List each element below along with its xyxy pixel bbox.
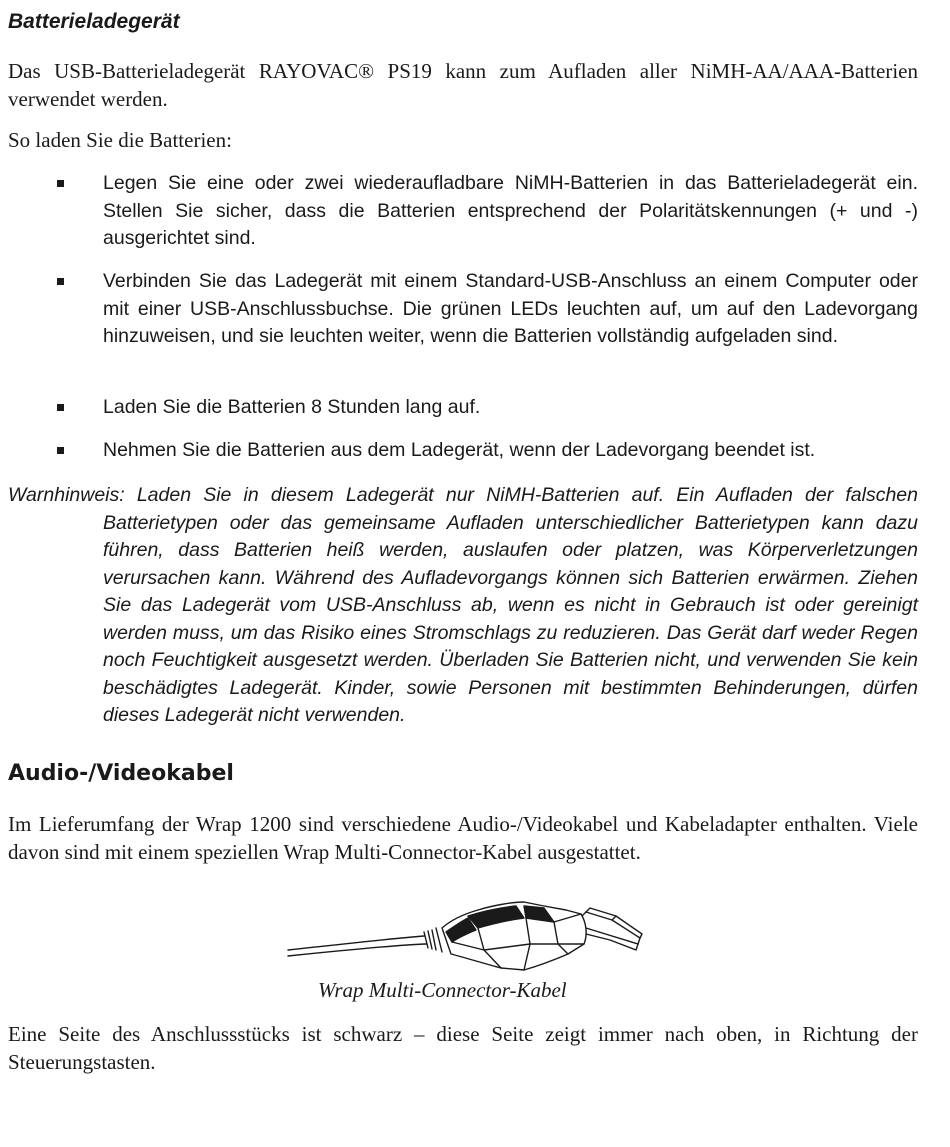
bullet-square-icon — [57, 180, 64, 187]
bullet-square-icon — [57, 278, 64, 285]
charging-step-text: Legen Sie eine oder zwei wiederaufladbare NiMH-Batterien in das Batterieladegerät ein. Stellen Sie sicher, dass die Batterien entsprechend der Polaritätskennungen (+ und -) ausgerichtet sind. — [103, 172, 918, 249]
battery-charger-heading: Batterieladegerät — [8, 10, 180, 33]
charging-step-text: Laden Sie die Batterien 8 Stunden lang auf. — [103, 396, 481, 418]
charging-step — [103, 437, 918, 465]
howto-paragraph: So laden Sie die Batterien: — [8, 128, 232, 152]
bullet-square-icon — [57, 404, 64, 411]
multi-connector-cable-illustration — [286, 888, 646, 978]
charging-step — [103, 268, 918, 351]
battery-intro-paragraph: Das USB-Batterieladegerät RAYOVAC® PS19 kann zum Aufladen aller NiMH-AA/AAA-Batterien verwendet werden. — [8, 59, 918, 111]
charging-step — [103, 394, 918, 422]
charging-step-text: Verbinden Sie das Ladegerät mit einem Standard-USB-Anschluss an einem Computer oder mit einer USB-Anschlussbuchse. Die grünen LEDs leuchten auf, um auf den Ladevorgang hinzuweisen, und sie leuchten weiter, wenn die Batterien vollständig aufgeladen sind. — [103, 270, 918, 347]
audio-video-paragraph: Im Lieferumfang der Wrap 1200 sind verschiedene Audio-/Videokabel und Kabeladapter enthalten. Viele davon sind mit einem speziellen Wrap Multi-Connector-Kabel ausgestattet. — [8, 812, 918, 864]
audio-video-cable-heading: Audio-/Videokabel — [8, 761, 234, 786]
figure-caption: Wrap Multi-Connector-Kabel — [318, 978, 567, 1002]
closing-paragraph: Eine Seite des Anschlussstücks ist schwarz – diese Seite zeigt immer nach oben, in Richtung der Steuerungstasten. — [8, 1022, 918, 1074]
bullet-square-icon — [57, 447, 64, 454]
warning-paragraph: Warnhinweis: Laden Sie in diesem Ladegerät nur NiMH-Batterien auf. Ein Aufladen der falschen Batterietypen oder das gemeinsame Aufladen unterschiedlicher Batterietypen kann dazu führen, dass Batterien heiß werden, auslaufen oder platzen, was Körperverletzungen verursachen kann. Während des Aufladevorgangs können sich Batterien erwärmen. Ziehen Sie das Ladegerät vom USB-Anschluss ab, wenn es nicht in Gebrauch ist oder gereinigt werden muss, um das Risiko eines Stromschlags zu reduzieren. Das Gerät darf weder Regen noch Feuchtigkeit ausgesetzt werden. Überladen Sie Batterien nicht, und verwenden Sie kein beschädigtes Ladegerät. Kinder, sowie Personen mit bestimmten Behinderungen, dürfen dieses Ladegerät nicht verwenden. — [8, 484, 918, 726]
charging-step-text: Nehmen Sie die Batterien aus dem Ladegerät, wenn der Ladevorgang beendet ist. — [103, 439, 816, 461]
charging-step — [103, 170, 918, 253]
